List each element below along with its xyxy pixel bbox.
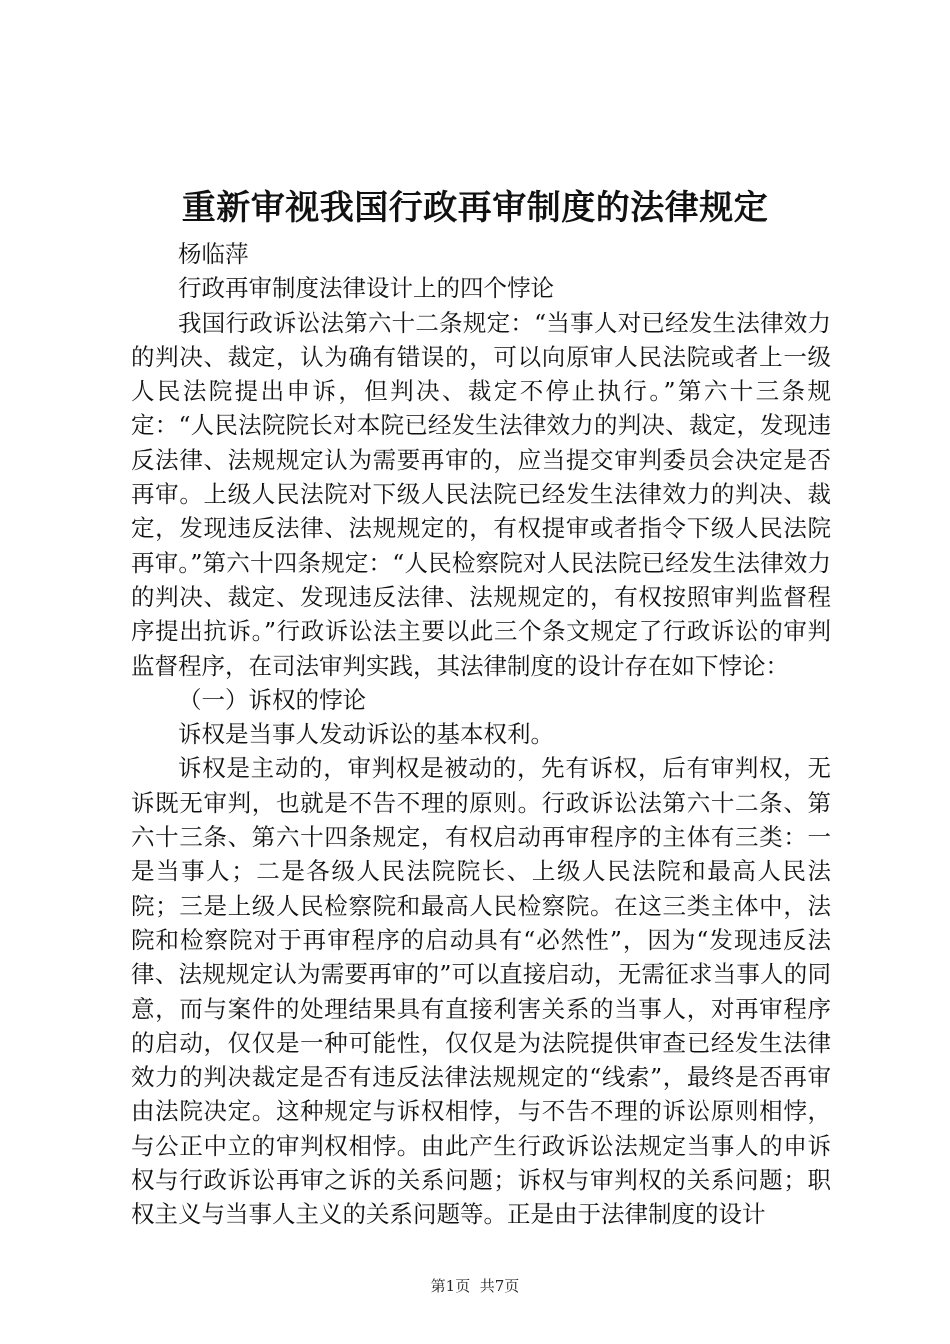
body-paragraph: 诉权是主动的，审判权是被动的，先有诉权，后有审判权，无诉既无审判，也就是不告不理的原则。行政诉讼法第六十二条、第六十三条、第六十四条规定，有权启动再审程序的主体有三类：一是当事人；二是各级人民法院院长、上级人民法院和最高人民法院；三是上级人民检察院和最高人民检察院。在这三类主体中，法院和检察院对于再审程序的启动具有“必然性”，因为“发现违反法律、法规规定认为需要再审的”可以直接启动，无需征求当事人的同意，而与案件的处理结果具有直接利害关系的当事人，对再审程序的启动，仅仅是一种可能性，仅仅是为法院提供审查已经发生法律效力的判决裁定是否有违反法律法规规定的“线索”，最终是否再审由法院决定。这种规定与诉权相悖，与不告不理的诉讼原则相悖，与公正中立的审判权相悖。由此产生行政诉讼法规定当事人的申诉权与行政诉讼再审之诉的关系问题；诉权与审判权的关系问题；职权主义与当事人主义的关系问题等。正是由于法律制度的设计 [131, 754, 831, 1229]
body-paragraph: 我国行政诉讼法第六十二条规定：“当事人对已经发生法律效力的判决、裁定，认为确有错误的，可以向原审人民法院或者上一级人民法院提出申诉，但判决、裁定不停止执行。”第六十三条规定：“人民法院院长对本院已经发生法律效力的判决、裁定，发现违反法律、法规规定认为需要再审的，应当提交审判委员会决定是否再审。上级人民法院对下级人民法院已经发生法律效力的判决、裁定，发现违反法律、法规规定的，有权提审或者指令下级人民法院再审。”第六十四条规定：“人民检察院对人民法院已经发生法律效力的判决、裁定、发现违反法律、法规规定的，有权按照审判监督程序提出抗诉。”行政诉讼法主要以此三个条文规定了行政诉讼的审判监督程序，在司法审判实践，其法律制度的设计存在如下悖论： [131, 308, 831, 680]
document-title: 重新审视我国行政再审制度的法律规定 [181, 188, 769, 228]
document-body [131, 237, 831, 1232]
page-number: 第1页 [430, 1277, 471, 1295]
body-paragraph: 诉权是当事人发动诉讼的基本权利。 [178, 720, 554, 749]
subsection-heading: （一）诉权的悖论 [178, 685, 366, 714]
page-total: 共7页 [479, 1277, 520, 1295]
page-footer [0, 1276, 950, 1296]
section-heading: 行政再审制度法律设计上的四个悖论 [178, 274, 554, 303]
author-line: 杨临萍 [178, 240, 249, 268]
